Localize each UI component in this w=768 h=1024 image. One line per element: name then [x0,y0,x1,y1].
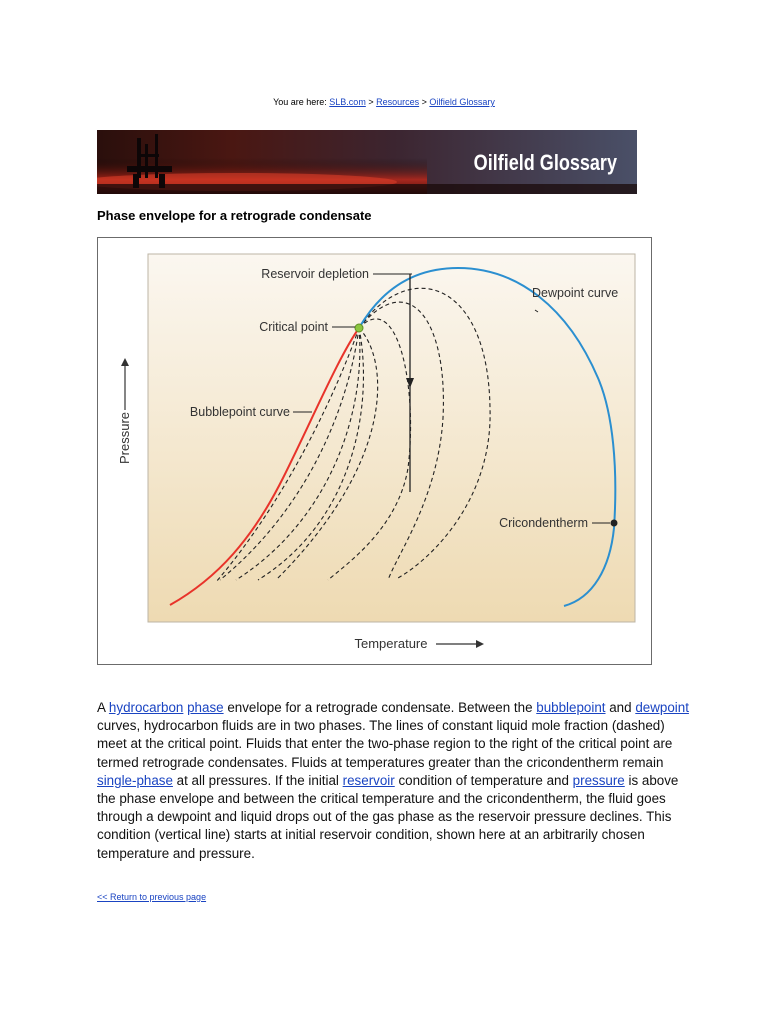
banner-image [97,130,637,194]
paragraph-text: and [605,700,636,715]
breadcrumb-separator: > [419,97,430,107]
label-cricondentherm: Cricondentherm [499,516,588,530]
breadcrumb [0,97,768,107]
label-bubblepoint-curve: Bubblepoint curve [189,405,290,419]
glossary-link-reservoir[interactable]: reservoir [342,772,395,788]
glossary-banner [97,130,637,194]
label-reservoir-depletion: Reservoir depletion [261,267,369,281]
paragraph-text: condition of temperature and [394,772,573,788]
paragraph-text: A [97,700,109,715]
breadcrumb-link-slb[interactable]: SLB.com [329,97,366,107]
paragraph-text: is above the phase envelope and between the critical temperature and the cricondentherm, the fluid goes through a dewpoint and liquid drops out of the gas phase as the reservoir pressure declines. This condition (vertical line) starts at initial reservoir condition, shown here at an arbitrarily chosen temperature and pressure. [97,772,679,861]
phase-envelope-diagram [98,238,651,664]
return-to-previous-page-link[interactable]: << Return to previous page [97,892,207,902]
description-paragraph [97,699,697,863]
glossary-link-hydrocarbon[interactable]: hydrocarbon [108,700,184,715]
temperature-axis-label: Temperature [354,636,428,651]
paragraph-text: curves, hydrocarbon fluids are in two phases. The lines of constant liquid mole fraction (dashed) meet at the critical point. Fluids that enter the two-phase region to the right of the critical point are termed retrograde condensates. Fluids at temperatures greater than the cricondentherm remain [97,718,673,770]
critical-point-marker [355,324,363,332]
pressure-axis-arrow [121,358,129,366]
paragraph-text: envelope for a retrograde condensate. Between the [223,700,537,715]
label-critical-point: Critical point [259,320,328,334]
breadcrumb-prefix: You are here: [273,97,330,107]
pressure-axis-label: Pressure [117,411,132,465]
temperature-axis-arrow [476,640,484,648]
glossary-link-single-phase[interactable]: single-phase [97,772,173,788]
cricondentherm-marker [611,520,618,527]
glossary-link-pressure[interactable]: pressure [572,772,625,788]
phase-envelope-figure [97,237,652,665]
banner-title: Oilfield Glossary [473,151,617,176]
breadcrumb-link-resources[interactable]: Resources [376,97,420,107]
glossary-link-dewpoint[interactable]: dewpoint [635,700,689,715]
breadcrumb-separator: > [365,97,377,107]
figure-title: Phase envelope for a retrograde condensate [97,208,372,223]
paragraph-text: at all pressures. If the initial [172,772,343,788]
breadcrumb-link-glossary[interactable]: Oilfield Glossary [429,97,495,107]
glossary-link-phase[interactable]: phase [187,700,224,715]
glossary-link-bubblepoint[interactable]: bubblepoint [536,700,606,715]
label-dewpoint-curve: Dewpoint curve [532,286,619,300]
